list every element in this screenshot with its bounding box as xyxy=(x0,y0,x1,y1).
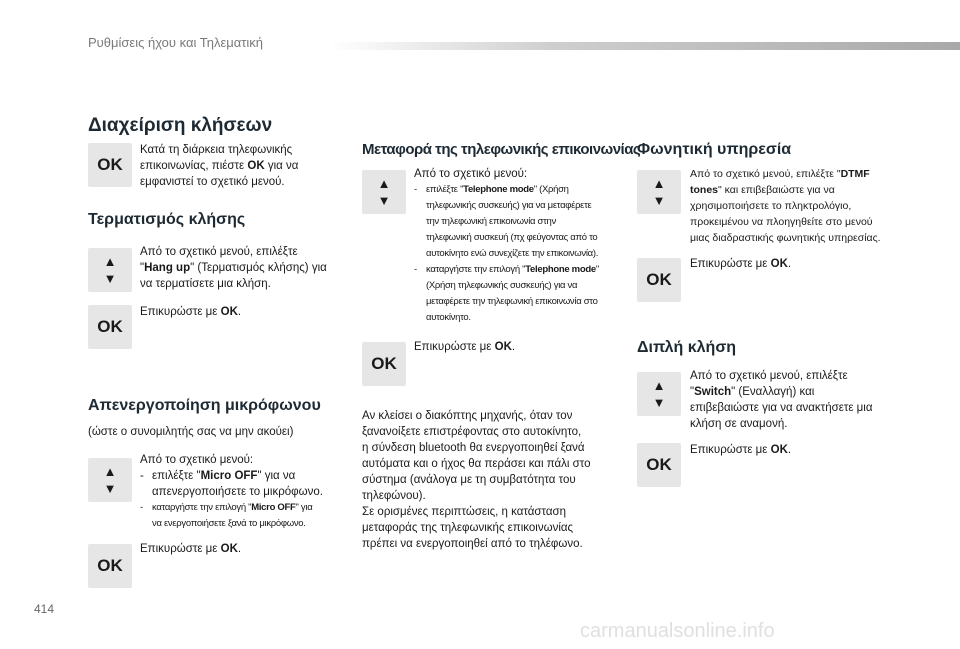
section-title-hang-up: Τερματισμός κλήσης xyxy=(88,211,246,228)
voice-service-text: Από το σχετικό μενού, επιλέξτε "DTMF tones" και επιβεβαιώστε για να χρησιμοποιήσετε το πληκτρολόγιο, προκειμένου να πλοηγηθείτε στο μενού μιας διαδραστικής φωνητικής υπηρεσίας. xyxy=(690,168,881,244)
section-title-voice-service: Φωνητική υπηρεσία xyxy=(637,141,792,158)
ok-button-icon: OK xyxy=(88,143,132,187)
down-arrow-icon: ▼ xyxy=(652,395,666,410)
bullet-item: - επιλέξτε "Telephone mode" (Χρήση τηλεφωνικής συσκευής) για να μεταφέρετε την τηλεφωνική επικοινωνία στην τηλεφωνική συσκευή (πχ φεύγοντας από το αυτοκίνητο ενώ συνεχίζετε την επικοινωνία). xyxy=(414,184,599,259)
bullet-item: - καταργήστε την επιλογή "Telephone mode" (Χρήση τηλεφωνικής συσκευής) για να μεταφέρετε την τηλεφωνική επικοινωνία στο αυτοκίνητο. xyxy=(414,264,599,323)
down-arrow-icon: ▼ xyxy=(652,193,666,208)
mute-instructions: Από το σχετικό μενού: - επιλέξτε "Micro OFF" για να απενεργοποιήσετε το μικρόφωνο. - καταργήστε την επιλογή "Micro OFF" για να ενεργοποιήσετε ξανά το μικρόφωνο. xyxy=(140,452,360,532)
bullet-item: - καταργήστε την επιλογή "Micro OFF" για να ενεργοποιήσετε ξανά το μικρόφωνο. xyxy=(140,502,313,529)
section-title-transfer: Μεταφορά της τηλεφωνικής επικοινωνίας xyxy=(362,141,641,158)
up-arrow-icon: ▲ xyxy=(377,176,391,191)
watermark: carmanualsonline.info xyxy=(580,620,775,642)
ok-button-icon: OK xyxy=(88,305,132,349)
ok-button-icon: OK xyxy=(88,544,132,588)
section-title-call-management: Διαχείριση κλήσεων xyxy=(88,115,273,136)
section-title-double-call: Διπλή κλήση xyxy=(637,339,737,356)
up-down-arrows-icon xyxy=(88,248,132,292)
bullet-item: - επιλέξτε "Micro OFF" για να απενεργοποιήσετε το μικρόφωνο. xyxy=(140,470,323,498)
section-title-mute: Απενεργοποίηση μικρόφωνου xyxy=(88,397,321,414)
confirm-text: Επικυρώστε με OK. xyxy=(140,543,242,555)
ok-button-icon: OK xyxy=(362,342,406,386)
up-down-arrows-icon xyxy=(88,458,132,502)
ok-button-icon: OK xyxy=(637,258,681,302)
hang-up-text: Από το σχετικό μενού, επιλέξτε "Hang up" (Τερματισμός κλήσης) για να τερματίσετε μια κλήση. xyxy=(140,246,327,290)
transfer-instructions: Από το σχετικό μενού: - επιλέξτε "Telephone mode" (Χρήση τηλεφωνικής συσκευής) για να μεταφέρετε την τηλεφωνική επικοινωνία στην τηλεφωνική συσκευή (πχ φεύγοντας από το αυτοκίνητο ενώ συνεχίζετε την επικοινωνία). - καταργήστε την επιλογή "Telephone mode" (Χρήση τηλεφωνικής συσκευής) για να μεταφέρετε την τηλεφωνική επικοινωνία στο αυτοκίνητο. xyxy=(414,166,624,326)
ok-button-icon: OK xyxy=(637,443,681,487)
confirm-text: Επικυρώστε με OK. xyxy=(690,258,792,270)
up-down-arrows-icon xyxy=(637,170,681,214)
up-arrow-icon: ▲ xyxy=(103,254,117,269)
header-bar xyxy=(330,42,960,50)
up-down-arrows-icon xyxy=(637,372,681,416)
confirm-text: Επικυρώστε με OK. xyxy=(690,444,792,456)
bluetooth-note: Αν κλείσει ο διακόπτης μηχανής, όταν τον ξανανοίξετε επιστρέφοντας στο αυτοκίνητο, η σύνδεση bluetooth θα ενεργοποιηθεί ξανά αυτόματα και ο ήχος θα περάσει και πάλι στο σύστημα (ανάλογα με τη συμβατότητα του τηλεφώνου). Σε ορισμένες περιπτώσεις, η κατάσταση μεταφοράς της τηλεφωνικής επικοινωνίας πρέπει να ενεργοποιηθεί από το τηλέφωνο. xyxy=(362,410,591,550)
page-number: 414 xyxy=(34,602,55,616)
up-arrow-icon: ▲ xyxy=(103,464,117,479)
up-down-arrows-icon xyxy=(362,170,406,214)
down-arrow-icon: ▼ xyxy=(103,481,117,496)
double-call-text: Από το σχετικό μενού, επιλέξτε "Switch" (Εναλλαγή) και επιβεβαιώστε για να ανακτήσετε μια κλήση σε αναμονή. xyxy=(690,370,873,430)
running-header: Ρυθμίσεις ήχου και Τηλεματική xyxy=(88,35,264,50)
up-arrow-icon: ▲ xyxy=(652,176,666,191)
down-arrow-icon: ▼ xyxy=(103,271,117,286)
mute-note: (ώστε ο συνομιλητής σας να μην ακούει) xyxy=(88,426,294,438)
confirm-text: Επικυρώστε με OK. xyxy=(414,341,516,353)
down-arrow-icon: ▼ xyxy=(377,193,391,208)
confirm-text: Επικυρώστε με OK. xyxy=(140,306,242,318)
up-arrow-icon: ▲ xyxy=(652,378,666,393)
intro-text: Κατά τη διάρκεια τηλεφωνικής επικοινωνίας, πιέστε OK για να εμφανιστεί το σχετικό μενού. xyxy=(140,144,299,188)
